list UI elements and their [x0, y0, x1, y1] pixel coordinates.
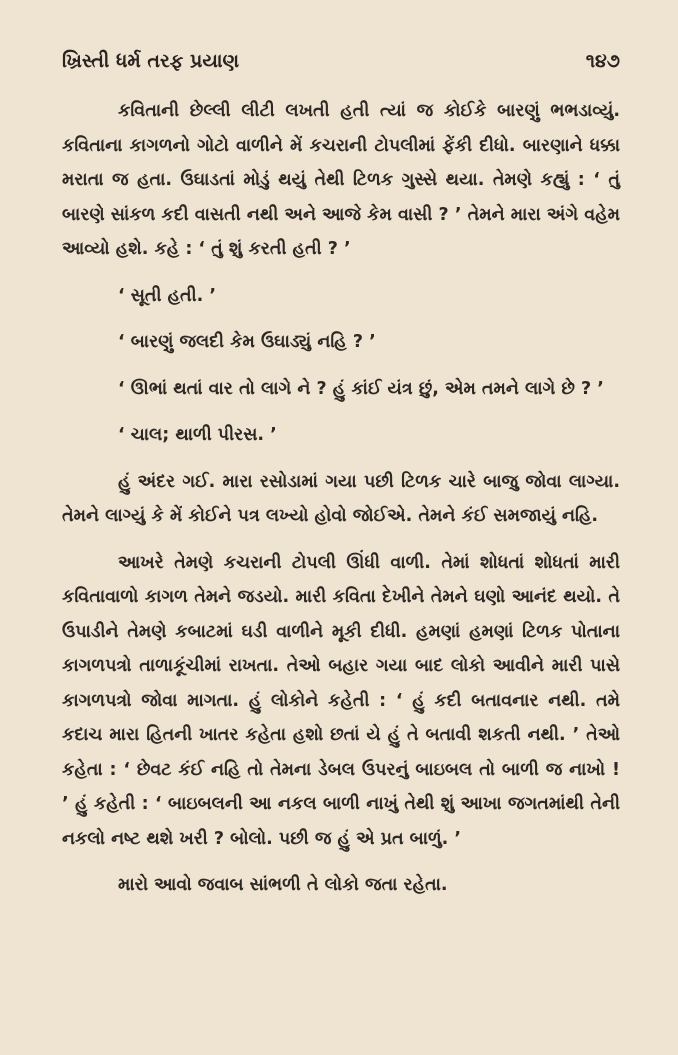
paragraph: હું અંદર ગઈ. મારા રસોડામાં ગયા પછી ટિળક ચારે બાજુ જોવા લાગ્યા. તેમને લાગ્યું કે મેં કોઈને પત્ર લખ્યો હોવો જોઈએ. તેમને કંઈ સમજાયું નહિ. [62, 471, 620, 526]
paragraph: ‘ ઊભાં થતાં વાર તો લાગે ને ? હું કાંઈ યંત્ર છું, એમ તમને લાગે છે ? ’ [118, 378, 604, 399]
page-number: ૧૪૭ [585, 50, 620, 72]
paragraph: ‘ ચાલ; થાળી પીરસ. ’ [118, 425, 277, 445]
page-header [62, 50, 620, 72]
running-head: ખ્રિસ્તી ધર્મ તરફ પ્રયાણ [62, 50, 240, 72]
body-text [62, 94, 620, 903]
paragraph: ‘ બારણું જલદી કેમ ઉઘાડ્યું નહિ ? ’ [118, 332, 376, 352]
paragraph: ‘ સૂતી હતી. ’ [118, 285, 217, 306]
paragraph: આખરે તેમણે કચરાની ટોપલી ઊંધી વાળી. તેમાં શોધતાં શોધતાં મારી કવિતાવાળો કાગળ તેમને જડયો. મારી કવિતા દેખીને તેમને ઘણો આનંદ થયો. તે ઉપાડીને તેમણે કબાટમાં ઘડી વાળીને મૂકી દીધી. હમણાં હમણાં ટિળક પોતાના કાગળપત્રો તાળાકૂંચીમાં રાખતા. તેઓ બહાર ગયા બાદ લોકો આવીને મારી પાસે કાગળપત્રો જોવા માગતા. હું લોકોને કહેતી : ‘ હું કદી બતાવનાર નથી. તમે કદાચ મારા હિતની ખાતર કહેતા હશો છતાં યે હું તે બતાવી શકતી નથી. ’ તેઓ કહેતા : ‘ છેવટ કંઈ નહિ તો તેમના ડેબલ ઉપરનું બાઇબલ તો બાળી જ નાખો ! ’ હું કહેતી : ‘ બાઇબલની આ નકલ બાળી નાખું તેથી શું આખા જગતમાંથી તેની નકલો નષ્ટ થશે ખરી ? બોલો. પછી જ હું એ પ્રત બાળું. ’ [62, 552, 620, 849]
paragraph: મારો આવો જવાબ સાંભળી તે લોકો જતા રહેતા. [118, 875, 448, 895]
paragraph: કવિતાની છેલ્લી લીટી લખતી હતી ત્યાં જ કોઈકે બારણું ભભડાવ્યું. કવિતાના કાગળનો ગોટો વાળીને મેં કચરાની ટોપલીમાં ફેંકી દીધો. બારણાને ધક્કા મરાતા જ હતા. ઉઘાડતાં મોડું થયું તેથી ટિળક ગુસ્સે થયા. તેમણે કહ્યું : ‘ તું બારણે સાંકળ કદી વાસતી નથી અને આજે કેમ વાસી ? ’ તેમને મારા અંગે વહેમ આવ્યો હશે. કહે : ‘ તું શું કરતી હતી ? ’ [62, 101, 620, 259]
